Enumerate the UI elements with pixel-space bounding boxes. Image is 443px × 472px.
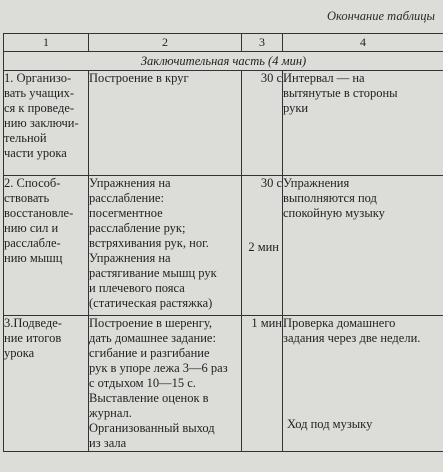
- notes-cell-line: Интервал — на: [283, 71, 365, 85]
- notes-secondary: Ход под музыку: [287, 417, 373, 431]
- goal-cell-line: урока: [4, 346, 35, 360]
- header-row: [4, 34, 443, 52]
- goal-cell-line: части урока: [4, 146, 67, 160]
- content-cell-line: дать домашнее задание:: [89, 331, 216, 345]
- content-cell-line: сгибание и разгибание: [89, 346, 210, 360]
- goal-cell-line: ся к проведе-: [4, 101, 75, 115]
- content-cell-line: посегментное: [89, 206, 163, 220]
- column-header-1: 1: [4, 34, 89, 52]
- goal-cell: [4, 71, 89, 176]
- content-cell-line: рук в упоре лежа 3—6 раз: [89, 361, 228, 375]
- content-cell-line: с отдыхом 10—15 с.: [89, 376, 196, 390]
- notes-cell: [283, 316, 443, 452]
- notes-cell-line: Упражнения: [283, 176, 350, 190]
- notes-cell-line: вытянутые в стороны: [283, 86, 398, 100]
- table-row: [4, 316, 443, 452]
- dose-cell: [242, 71, 283, 176]
- goal-cell-line: вать учащих-: [4, 86, 75, 100]
- content-cell-line: из зала: [89, 436, 127, 450]
- content-cell-line: Организованный выход: [89, 421, 215, 435]
- notes-cell-line: руки: [283, 101, 309, 115]
- column-header-3: 3: [242, 34, 283, 52]
- notes-cell-line: Проверка домашнего: [283, 316, 396, 330]
- content-cell-line: журнал.: [89, 406, 132, 420]
- goal-cell-line: 3.Подведе-: [4, 316, 62, 330]
- notes-cell-line: выполняются под: [283, 191, 377, 205]
- column-header-4: 4: [283, 34, 443, 52]
- content-cell-line: Построение в шеренгу,: [89, 316, 212, 330]
- content-cell-line: Упражнения на: [89, 251, 171, 265]
- content-cell: [89, 71, 242, 176]
- content-cell-line: Упражнения на: [89, 176, 171, 190]
- goal-cell-line: восстановле-: [4, 206, 74, 220]
- goal-cell-line: нию заключи-: [4, 116, 79, 130]
- dose-cell: [242, 316, 283, 452]
- notes-cell: [283, 71, 443, 176]
- content-cell-line: встряхивания рук, ног.: [89, 236, 209, 250]
- notes-cell: [283, 176, 443, 316]
- dose-value: 30 с: [260, 176, 282, 190]
- goal-cell-line: ствовать: [4, 191, 50, 205]
- goal-cell-line: нию мышц: [4, 251, 63, 265]
- lesson-plan-table: [3, 33, 443, 452]
- dose-value: 1 мин: [251, 316, 282, 330]
- content-cell-line: Выставление оценок в: [89, 391, 209, 405]
- table-row: [4, 71, 443, 176]
- content-cell-line: (статическая растяжка): [89, 296, 213, 310]
- goal-cell-line: нию сил и: [4, 221, 59, 235]
- goal-cell: [4, 316, 89, 452]
- notes-cell-line: спокойную музыку: [283, 206, 385, 220]
- column-header-2: 2: [89, 34, 242, 52]
- section-row: [4, 52, 443, 71]
- table-continuation-caption: Окончание таблицы: [326, 9, 435, 23]
- dose-value-secondary: 2 мин: [248, 240, 279, 254]
- content-cell-line: и плечевого пояса: [89, 281, 185, 295]
- goal-cell: [4, 176, 89, 316]
- goal-cell-line: 2. Способ-: [4, 176, 61, 190]
- goal-cell-line: ние итогов: [4, 331, 62, 345]
- content-cell-line: растягивание мышц рук: [89, 266, 217, 280]
- table-row: [4, 176, 443, 316]
- section-title: Заключительная часть (4 мин): [4, 52, 443, 71]
- goal-cell-line: тельной: [4, 131, 47, 145]
- notes-cell-line: задания через две недели.: [283, 331, 421, 345]
- content-cell: [89, 176, 242, 316]
- dose-value: 30 с: [260, 71, 282, 85]
- content-cell-line: Построение в круг: [89, 71, 189, 85]
- dose-cell: [242, 176, 283, 316]
- content-cell-line: расслабление рук;: [89, 221, 186, 235]
- goal-cell-line: 1. Организо-: [4, 71, 72, 85]
- goal-cell-line: расслабле-: [4, 236, 61, 250]
- content-cell: [89, 316, 242, 452]
- content-cell-line: расслабление:: [89, 191, 164, 205]
